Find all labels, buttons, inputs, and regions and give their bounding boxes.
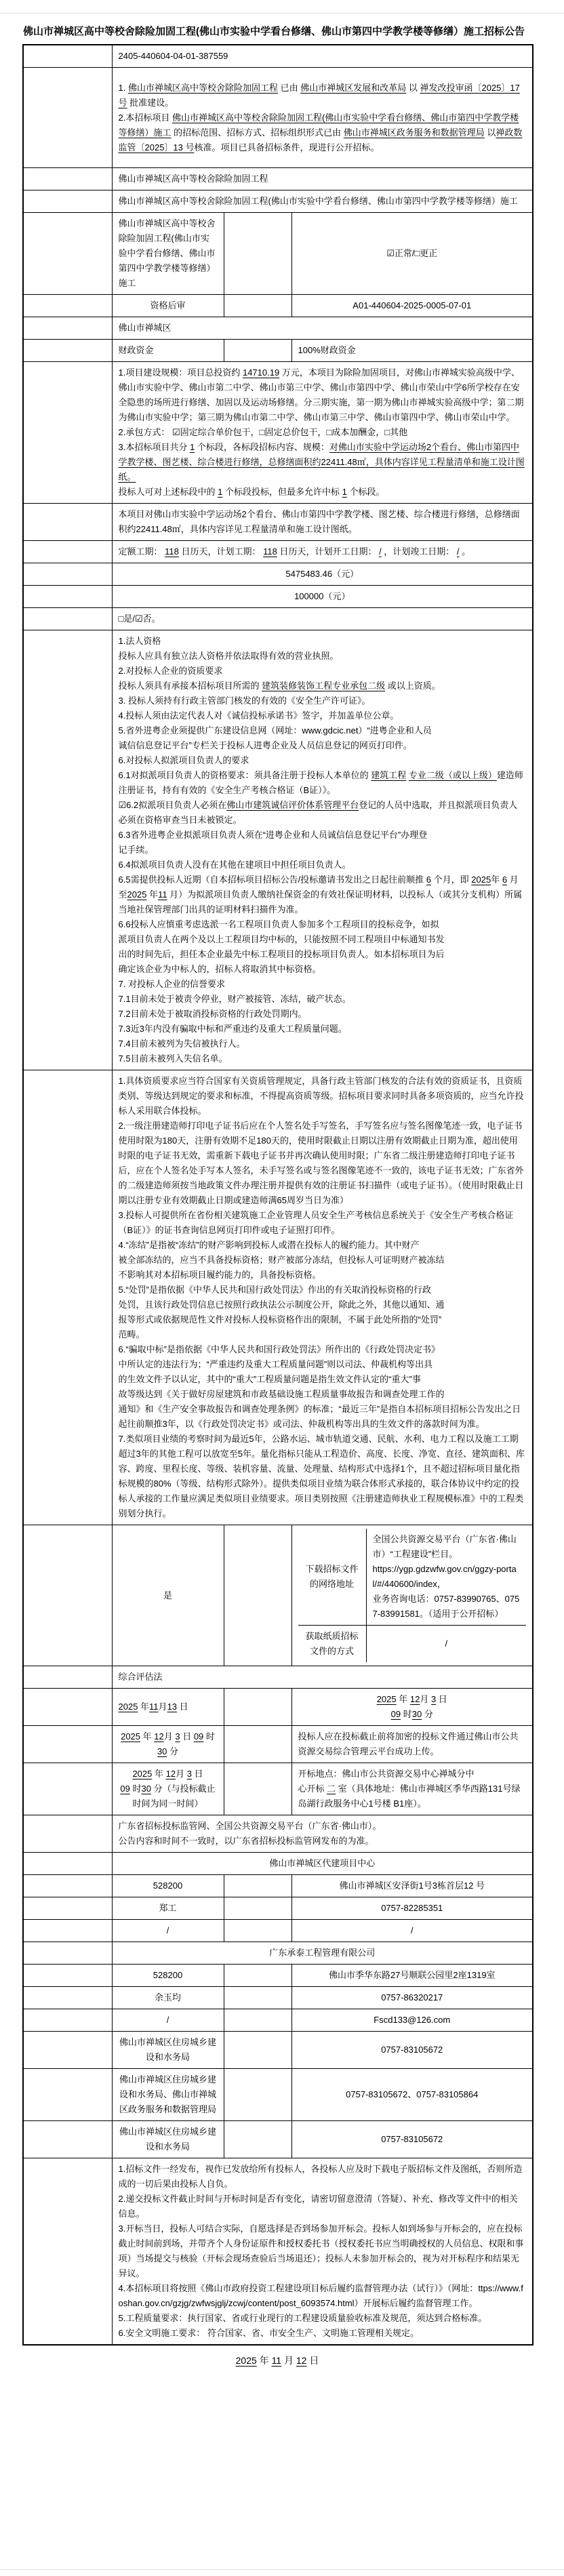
- row-label-cell: [224, 1763, 291, 1815]
- row-label-cell: [23, 1942, 112, 1965]
- row-label-cell: [23, 2121, 112, 2158]
- nested-cell-group: [291, 1525, 533, 1666]
- table-row: [23, 1875, 533, 1897]
- table-row: [23, 295, 533, 317]
- cell-value: /: [366, 1626, 526, 1663]
- cell-value: /: [291, 1920, 533, 1942]
- cell-value: 佛山市禅城区: [112, 317, 533, 340]
- cell-value: 1.招标文件一经发布，视作已发放给所有投标人，各投标人应及时下载电子版招标文件及图纸，否则所造成的一切后果由投标人自负。 2.递交投标文件截止时间与开标时间是否有变化，请密切留意澄清（答疑）、补充、修改等文件中的相关信息。 3.开标当日，投标人可结合实际，自愿选择是否到场参加开标会。投标人如到场参与开标会的，应在投标截止时间前到场，并带齐个人身份证原件和授权委托书（授权委托书应当明确授权的人员信息、权限和事项）当场提交与核验（开标会现场查验后当场退还）；投标人未参加开标会的，视为对开标程序和结果无异议。 4.本招标项目将按照《佛山市政府投资工程建设项目标后履约监督管理办法（试行）》（网址：ttps://www.foshan.gov.cn/gzjg/zwfwsjglj/zcwj/content/post_6093574.html）开展标后履约监督管理工作。 5.工程质量要求：执行国家、省或行业现行的工程建设质量验收标准及规范，须达到合格标准。 6.安全文明施工要求： 符合国家、省、市安全生产、文明施工管理相关规定。: [112, 2158, 533, 2346]
- row-label-cell: [23, 1815, 112, 1853]
- table-row: [23, 1853, 533, 1875]
- cell-value: 定额工期： 118 日历天，计划工期： 118 日历天，计划开工日期： / ，计划竣工日期： / 。: [112, 541, 533, 563]
- table-row: [23, 2069, 533, 2121]
- row-label-cell: [224, 2121, 291, 2158]
- row-label-cell: [23, 317, 112, 340]
- cell-value: 佛山市禅城区住房城乡建设和水务局: [112, 2121, 224, 2158]
- cell-value: A01-440604-2025-0005-07-01: [291, 295, 533, 317]
- cell-value: 是: [112, 1525, 224, 1666]
- table-row: [23, 213, 533, 295]
- cell-value: ☑正常/□更正: [291, 213, 533, 295]
- row-label-cell: [224, 213, 291, 295]
- row-label-cell: [23, 2069, 112, 2121]
- table-row: [23, 1070, 533, 1525]
- row-label-cell: [23, 1965, 112, 1987]
- row-label-cell: [224, 340, 291, 362]
- row-label-cell: [224, 1965, 291, 1987]
- table-row: [298, 1626, 527, 1663]
- row-label-cell: [224, 2069, 291, 2121]
- cell-value: 2025 年 12月 3 日 09 时30 分: [112, 1726, 224, 1763]
- table-row: [23, 541, 533, 563]
- row-label-cell: [224, 1897, 291, 1920]
- cell-value: 1.法人资格 投标人应具有独立法人资格并依法取得有效的营业执照。 2.对投标人企业的资质要求 投标人须具有承接本招标项目所需的 建筑装修装饰工程专业承包二级 或以上资质。 3. 投标人须持有行政主管部门核发的有效的《安全生产许可证》。 4.投标人须由法定代表人对《诚信投标承诺书》签字，并加盖单位公章。 5.省外进粤企业须提供广东建设信息网（网址：www.gdcic.net）“进粤企业和人员 诚信信息登记平台”专栏关于投标人进粤企业及人员信息登记的网页打印件。 6.对投标人拟派项目负责人的要求 6.1对拟派项目负责人的资格要求：须具备注册于投标人本单位的 建筑工程 专业二级（或以上级）建造师注册证书，持有有效的《安全生产考核合格证（B证）》。 ☑6.2拟派项目负责人必须在佛山市建筑诚信评价体系管理平台登记的人员中选取，并且拟派项目负责人必须在资格审查当日未被锁定。 6.3省外进粤企业拟派项目负责人须在“进粤企业和人员诚信信息登记平台”办理登 记手续。 6.4拟派项目负责人没有在其他在建项目中担任项目负责人。 6.5需提供投标人近期（自本招标项目招标公告/投标邀请书发出之日起往前顺推 6 个月，即 2025年 6 月至2025 年11 月）为拟派项目负责人缴纳社保资金的有效社保证明材料，以投标人（或其分支机构）所属当地社保管理部门出具的证明材料扫描件为准。 6.6投标人应慎重考虑选派一名工程项目负责人参加多个工程项目的投标竞争，如拟 派项目负责人在两个及以上工程项目均中标的，只能按照不同工程项目中标通知书发 出的时间先后，担任本企业最先中标工程项目的投标项目负责人。如本招标项目为后 确定该企业为中标人的，招标人将取消其中标资格。 7. 对投标人企业的信誉要求 7.1目前未处于被责令停业，财产被接管、冻结，破产状态。 7.2目前未处于被取消投标资格的行政处罚期内。 7.3近3年内没有骗取中标和严重违约及重大工程质量问题。 7.4目前未被列为失信被执行人。 7.5目前未被列入失信名单。: [112, 630, 533, 1070]
- table-row: [23, 1525, 533, 1666]
- cell-value: 佛山市季华东路27号顺联公园里2座1319室: [291, 1965, 533, 1987]
- table-row: [23, 190, 533, 213]
- table-row: [23, 1763, 533, 1815]
- row-label-cell: [23, 2032, 112, 2069]
- cell-value: 佛山市禅城区住房城乡建设和水务局、佛山市禅城区政务服务和数据管理局: [112, 2069, 224, 2121]
- table-row: [23, 630, 533, 1070]
- cell-value: 1.项目建设规模：项目总投资约 14710.19 万元，本项目为除险加固项目，对佛山市禅城实验高级中学、佛山市实验中学、佛山市第二中学、佛山市第三中学、佛山市第四中学、佛山市荣山中学6所学校存在安全隐患的场所进行修缮、加固以及运动场修缮。分三期实施，第一期为佛山市禅城实验高级中学；第二期为佛山市实验中学；第三期为佛山市第二中学、佛山市第三中学、佛山市第四中学、佛山市荣山中学。 2.承包方式： ☑固定综合单价包干，□固定总价包干，□成本加酬金，□其他 3.本招标项目共分 1 个标段，各标段招标内容、规模：对佛山市实验中学运动场2个看台、佛山市第四中学教学楼、图艺楼、综合楼进行修缮，总修缮面积约22411.48㎡，具体内容详见工程量清单和施工设计图纸。 投标人可对上述标段中的 1 个标段投标，但最多允许中标 1 个标段。: [112, 362, 533, 504]
- cell-value: 2405-440604-04-01-387559: [112, 45, 533, 68]
- cell-value: 0757-82285351: [291, 1897, 533, 1920]
- table-row: [23, 1920, 533, 1942]
- row-label-cell: [23, 1920, 112, 1942]
- cell-value: 5475483.46（元）: [112, 563, 533, 586]
- table-row: [23, 2121, 533, 2158]
- page-top-divider: [0, 0, 564, 14]
- cell-value: /: [112, 1920, 224, 1942]
- row-label-cell: [23, 168, 112, 190]
- table-row: [23, 1666, 533, 1689]
- row-label-cell: [224, 1987, 291, 2009]
- row-label-cell: [23, 340, 112, 362]
- row-label-cell: [23, 1853, 112, 1875]
- cell-value: 100000（元）: [112, 586, 533, 608]
- row-label-cell: [224, 1689, 291, 1726]
- row-label-cell: [23, 68, 112, 168]
- row-label-cell: [23, 630, 112, 1070]
- cell-value: 0757-86320217: [291, 1987, 533, 2009]
- cell-value: 财政资金: [112, 340, 224, 362]
- table-row: [23, 608, 533, 630]
- page-title: 佛山市禅城区高中等校舍除险加固工程(佛山市实验中学看台修缮、佛山市第四中学教学楼等修缮）施工招标公告: [23, 26, 525, 37]
- cell-value: 2025 年 12月 3 日 09 时30 分: [291, 1689, 533, 1726]
- cell-value: 528200: [112, 1875, 224, 1897]
- table-row: [23, 68, 533, 168]
- row-label-cell: [224, 2032, 291, 2069]
- table-row: [23, 586, 533, 608]
- cell-value: 余玉均: [112, 1987, 224, 2009]
- row-label-cell: 下载招标文件的网络地址: [298, 1529, 367, 1626]
- cell-value: 佛山市禅城区高中等校舍除险加固工程: [112, 168, 533, 190]
- row-label-cell: [23, 2009, 112, 2032]
- cell-value: 佛山市禅城区高中等校舍除险加固工程(佛山市实验中学看台修缮、佛山市第四中学教学楼等修缮）施工: [112, 190, 533, 213]
- cell-value: 投标人应在投标截止前将加密的投标文件通过佛山市公共资源交易综合管理云平台成功上传。: [291, 1726, 533, 1763]
- table-row: [23, 563, 533, 586]
- row-label-cell: [224, 1920, 291, 1942]
- row-label-cell: [224, 1726, 291, 1763]
- row-label-cell: [23, 1070, 112, 1525]
- row-label-cell: [23, 1897, 112, 1920]
- row-label-cell: [23, 295, 112, 317]
- row-label-cell: [23, 1726, 112, 1763]
- row-label-cell: [23, 504, 112, 541]
- cell-value: 本项目对佛山市实验中学运动场2个看台、佛山市第四中学教学楼、图艺楼、综合楼进行修缮，总修缮面积约22411.48㎡，具体内容详见工程量清单和施工设计图纸。: [112, 504, 533, 541]
- cell-value: 100%财政资金: [291, 340, 533, 362]
- cell-value: 2025 年11月13 日: [112, 1689, 224, 1726]
- row-label-cell: [23, 1875, 112, 1897]
- table-row: [23, 504, 533, 541]
- table-row: [23, 1689, 533, 1726]
- row-label-cell: [23, 45, 112, 68]
- cell-value: □是/☑否。: [112, 608, 533, 630]
- row-label-cell: [23, 563, 112, 586]
- row-label-cell: [224, 1875, 291, 1897]
- cell-value: 广东承泰工程管理有限公司: [112, 1942, 533, 1965]
- tender-announcement-table: [22, 44, 533, 2346]
- table-row: [23, 1987, 533, 2009]
- table-row: [23, 1897, 533, 1920]
- cell-value: 佛山市禅城区安泽街1号3栋首层12 号: [291, 1875, 533, 1897]
- cell-value: 广东省招标投标监管网、全国公共资源交易平台（广东省·佛山市）。 公告内容和时间不一致时，以广东省招标投标监管网发布的为准。: [112, 1815, 533, 1853]
- table-row: [23, 45, 533, 68]
- row-label-cell: [23, 1689, 112, 1726]
- cell-value: 综合评估法: [112, 1666, 533, 1689]
- table-row: [23, 317, 533, 340]
- row-label-cell: [224, 2009, 291, 2032]
- table-row: [23, 1965, 533, 1987]
- table-row: [23, 2032, 533, 2069]
- row-label-cell: [224, 295, 291, 317]
- table-row: [23, 1942, 533, 1965]
- cell-value: 佛山市禅城区住房城乡建设和水务局: [112, 2032, 224, 2069]
- cell-value: 2025 年 12月 3 日 09 时30 分（与投标截止时间为同一时间）: [112, 1763, 224, 1815]
- cell-value: 0757-83105672、0757-83105864: [291, 2069, 533, 2121]
- table-row: [23, 1726, 533, 1763]
- cell-value: 528200: [112, 1965, 224, 1987]
- cell-value: 资格后审: [112, 295, 224, 317]
- row-label-cell: [23, 2158, 112, 2346]
- row-label-cell: [224, 1525, 291, 1666]
- row-label-cell: [23, 213, 112, 295]
- row-label-cell: [23, 608, 112, 630]
- row-label-cell: [23, 1763, 112, 1815]
- row-label-cell: 获取纸质招标文件的方式: [298, 1626, 367, 1663]
- table-row: [23, 340, 533, 362]
- cell-value: /: [112, 2009, 224, 2032]
- announcement-date: 2025 年 11 月 12 日: [235, 2355, 319, 2366]
- cell-value: 全国公共资源交易平台（广东省·佛山市）“工程建设”栏目。 https://ygp.gdzwfw.gov.cn/ggzy-portal/#/440600/index， 业务咨询电话：0757-83990765、0757-83991581。（适用于公开招标）: [366, 1529, 526, 1626]
- table-row: [23, 2009, 533, 2032]
- cell-value: 1. 佛山市禅城区高中等校舍除险加固工程 已由 佛山市禅城区发展和改革局 以 禅发改投审函〔2025〕17号 批准建设。 2.本招标项目 佛山市禅城区高中等校舍除险加固工程(佛山市实验中学看台修缮、佛山市第四中学教学楼等修缮）施工 的招标范围、招标方式、招标组织形式已由 佛山市禅城区政务服务和数据管理局 以禅政数监管〔2025〕13 号核准。项目已具备招标条件，现进行公开招标。: [112, 68, 533, 168]
- row-label-cell: [23, 362, 112, 504]
- table-row: [23, 362, 533, 504]
- cell-value: 佛山市禅城区代建项目中心: [112, 1853, 533, 1875]
- cell-value: 佛山市禅城区高中等校舍除险加固工程(佛山市实验中学看台修缮、佛山市第四中学教学楼等修缮）施工: [112, 213, 224, 295]
- cell-value: Fscd133@126.com: [291, 2009, 533, 2032]
- row-label-cell: [23, 190, 112, 213]
- cell-value: 郑工: [112, 1897, 224, 1920]
- table-row: [23, 2158, 533, 2346]
- page-bottom-divider: [0, 2569, 564, 2570]
- cell-value: 开标地点：佛山市公共资源交易中心禅城分中 心开标 二 室（具体地址：佛山市禅城区季华西路131号绿岛湖行政服务中心1号楼 B1座）。: [291, 1763, 533, 1815]
- table-row: [23, 1815, 533, 1853]
- table-row: [23, 168, 533, 190]
- cell-value: 1.具体资质要求应当符合国家有关资质管理规定，具备行政主管部门核发的合法有效的资质证书，且资质类别、等级达到规定的要求和标准，不得提高资质等级。招标项目要求同时具备多项资质的，应当允许投标人采用联合体投标。 2.一级注册建造师打印电子证书后应在个人签名处手写签名，手写签名应与签名图像笔迹一致，电子证书使用时限为180天，注册有效期不足180天的，使用时限截止日期以注册有效期截止日期为准，超出使用时限的电子证书无效，需重新下载电子证书并再次确认使用时限；广东省二级注册建造师打印电子证书后，应在个人签名处手写本人签名，未手写签名或与签名图像笔迹不一致的，该电子证书无效；广东省外的二级建造师须按当地政策文件办理注册并提供有效的注册证书扫描件（或电子证书）。（使用时限截止日期以注册专业有效期截止日期或建造师满65周岁当日为准） 3.投标人可提供所在省份相关建筑施工企业管理人员安全生产考核信息系统关于《安全生产考核合格证（B证）》的证书查询信息网页打印件或电子证照打印件。 4.“冻结”是指被“冻结”的财产影响到投标人或潜在投标人的履约能力。其中财产 被全部冻结的，应当不具备投标资格；财产被部分冻结，但投标人可证明财产被冻结 不影响其对本招标项目履约能力的，具备投标资格。 5.“处罚”是指依据《中华人民共和国行政处罚法》作出的有关取消投标资格的行政 处罚，且该行政处罚信息已按照行政执法公示制度公开，除此之外，其他以通知、通 报等形式或依据规范性文件对投标人投标资格作出的限制，不属于此处所指的“处罚” 范畴。 6.“骗取中标”是指依据《中华人民共和国行政处罚法》所作出的《行政处罚决定书》 中所认定的违法行为；“严重违约及重大工程质量问题”则以司法、仲裁机构等出具 的生效文件予以认定，其中的“重大”工程质量问题是指生效文件认定的“重大”事 故等级达到《关于做好房屋建筑和市政基础设施工程质量事故报告和调查处理工作的 通知》和《生产安全事故报告和调查处理条例》的标准；“最近三年”是指自本招标项目招标公告发出之日起往前顺推3年，以《行政处罚决定书》或司法、仲裁机构等出具的生效文件的落款时间为准。 7.类似项目业绩的考察时间为最近5年，公路水运、城市轨道交通、民航、水利、电力工程以及施工工期超过3年的其他工程可以放宽至5年。量化指标只能从工程造价、高度、长度、净宽、直径、建筑面积、库容、跨度、里程长度、等级、装机容量、流量、处理量、结构形式中选择1个，且不超过招标项目量化指标规模的80%（等级、结构形式除外）。提供类似项目业绩为联合体形式承接的，联合体协议中约定的投标人承接的工作量应满足类似项目业绩要求。项目类别按照《注册建造师执业工程规模标准》中的工程类别划分执行。: [112, 1070, 533, 1525]
- row-label-cell: [23, 541, 112, 563]
- row-label-cell: [23, 1666, 112, 1689]
- row-label-cell: [23, 1525, 112, 1666]
- row-label-cell: [23, 586, 112, 608]
- cell-value: 0757-83105672: [291, 2032, 533, 2069]
- table-row: [298, 1529, 527, 1626]
- cell-value: 0757-83105672: [291, 2121, 533, 2158]
- row-label-cell: [23, 1987, 112, 2009]
